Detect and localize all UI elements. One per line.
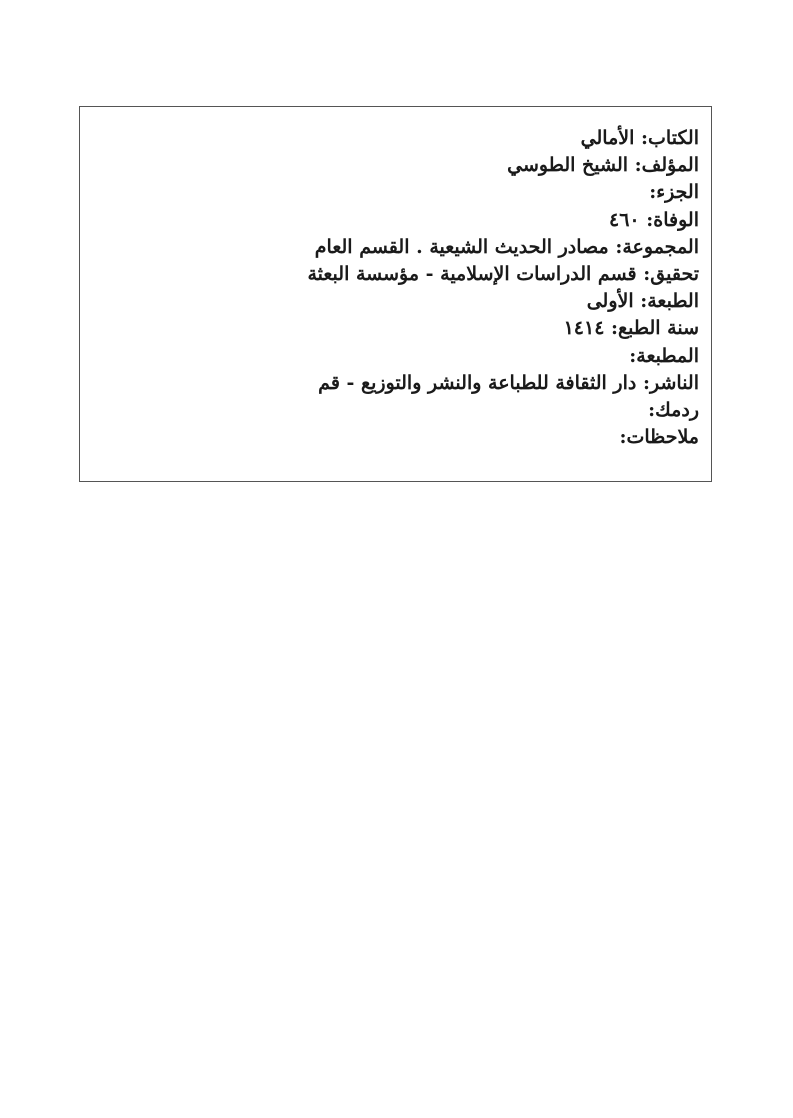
- death-year-value: ٤٦٠: [609, 208, 640, 231]
- book-title-label: الكتاب:: [641, 127, 699, 149]
- volume-label: الجزء:: [649, 181, 699, 204]
- isbn-label: ردمك:: [648, 398, 699, 421]
- editor-value: قسم الدراسات الإسلامية - مؤسسة البعثة: [307, 262, 637, 285]
- author-label: المؤلف:: [634, 154, 699, 177]
- death-year-line: [92, 207, 699, 234]
- book-info-box: [79, 106, 712, 482]
- book-title-value: الأمالي: [580, 127, 635, 149]
- edition-label: الطبعة:: [640, 290, 699, 313]
- author-line: [92, 152, 699, 179]
- author-value: الشيخ الطوسي: [507, 154, 629, 177]
- print-year-label: سنة الطبع:: [611, 317, 699, 340]
- publisher-label: الناشر:: [642, 371, 699, 394]
- book-title-line: [92, 125, 699, 152]
- collection-value: مصادر الحديث الشيعية . القسم العام: [314, 235, 609, 258]
- edition-value: الأولى: [586, 290, 634, 313]
- editor-line: [92, 261, 699, 288]
- printing-press-line: [92, 343, 699, 370]
- publisher-line: [92, 370, 699, 397]
- editor-label: تحقيق:: [643, 262, 699, 285]
- edition-line: [92, 288, 699, 315]
- collection-label: المجموعة:: [615, 235, 699, 258]
- isbn-line: [92, 397, 699, 424]
- print-year-line: [92, 315, 699, 342]
- collection-line: [92, 234, 699, 261]
- print-year-value: ١٤١٤: [563, 317, 605, 340]
- volume-line: [92, 179, 699, 206]
- printing-press-label: المطبعة:: [629, 344, 699, 367]
- notes-line: [92, 424, 699, 451]
- death-year-label: الوفاة:: [646, 208, 699, 231]
- publisher-value: دار الثقافة للطباعة والنشر والتوزيع - قم: [318, 371, 637, 394]
- notes-label: ملاحظات:: [619, 426, 699, 449]
